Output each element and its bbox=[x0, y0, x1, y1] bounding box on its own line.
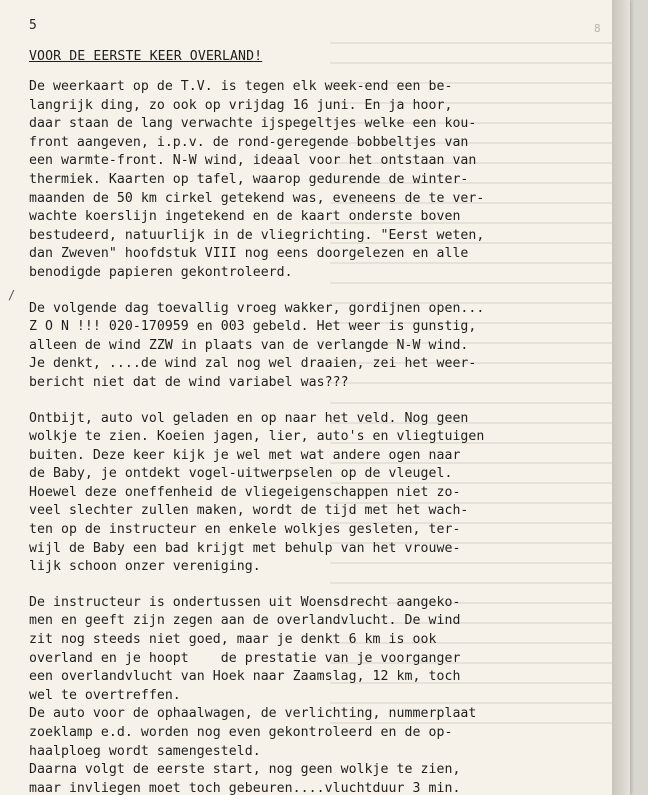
text-line: een overlandvlucht van Hoek naar Zaamslag, 12 km, toch bbox=[29, 669, 461, 685]
text-line: Ontbijt, auto vol geladen en op naar het veld. Nog geen bbox=[29, 410, 469, 426]
paragraph-breakfast bbox=[29, 410, 624, 577]
text-line: alleen de wind ZZW in plaats van de verlangde N-W wind. bbox=[29, 337, 469, 353]
text-line: haalploeg wordt samengesteld. bbox=[29, 743, 261, 759]
text-line: De instructeur is ondertussen uit Woensdrecht aangeko- bbox=[29, 594, 461, 610]
paragraph-gap bbox=[29, 577, 624, 594]
text-line: De weerkaart op de T.V. is tegen elk week-end een be- bbox=[29, 79, 453, 94]
text-line: buiten. Deze keer kijk je wel met wat andere ogen naar bbox=[29, 447, 461, 463]
text-line: zoeklamp e.d. worden nog even gekontroleerd en de op- bbox=[29, 725, 453, 740]
paragraph-instructor bbox=[29, 594, 624, 795]
text-line: Z O N !!! 020-170959 en 003 gebeld. Het weer is gunstig, bbox=[29, 319, 477, 335]
text-line: maanden de 50 km cirkel getekend was, eveneens de te ver- bbox=[29, 190, 485, 206]
page-number-bleed: 8 bbox=[594, 22, 601, 35]
text-line: zit nog steeds niet goed, maar je denkt 6 km is ook bbox=[29, 632, 437, 648]
text-line: veel slechter zullen maken, wordt de tijd met het wach- bbox=[29, 503, 469, 519]
text-line: daar staan de lang verwachte ijspegeltjes welke een kou- bbox=[29, 116, 477, 132]
text-line: bestudeerd, natuurlijk in de vliegrichting. "Eerst weten, bbox=[29, 227, 485, 243]
text-line: thermiek. Kaarten op tafel, waarop gedurende de winter- bbox=[29, 171, 469, 187]
text-line: benodigde papieren gekontroleerd. bbox=[29, 264, 293, 280]
margin-mark: / bbox=[8, 288, 16, 302]
text-line: wijl de Baby een bad krijgt met behulp van het vrouwe- bbox=[29, 540, 461, 556]
text-line: Je denkt, ....de wind zal nog wel draaien, zei het weer- bbox=[29, 356, 477, 372]
text-line: De volgende dag toevallig vroeg wakker, gordijnen open... bbox=[29, 300, 485, 316]
text-line: overland en je hoopt de prestatie van je voorganger bbox=[29, 650, 461, 666]
text-line: lijk schoon onzer vereniging. bbox=[29, 559, 261, 575]
paragraph-gap bbox=[29, 283, 624, 300]
text-line: Hoewel deze oneffenheid de vliegeigenschappen niet zo- bbox=[29, 484, 461, 500]
text-line: wolkje te zien. Koeien jagen, lier, auto's en vliegtuigen bbox=[29, 429, 485, 445]
text-line: wel te overtreffen. bbox=[29, 687, 181, 703]
article-title: VOOR DE EERSTE KEER OVERLAND! bbox=[29, 49, 263, 64]
text-line: langrijk ding, zo ook op vrijdag 16 juni. En ja hoor, bbox=[29, 97, 453, 113]
text-line: front aangeven, i.p.v. de rond-geregende bobbeltjes van bbox=[29, 134, 469, 150]
text-line: de Baby, je ontdekt vogel-uitwerpselen op de vleugel. bbox=[29, 466, 453, 482]
paragraph-weather-forecast bbox=[29, 78, 624, 283]
text-line: dan Zweven" hoofdstuk VIII nog eens doorgelezen en alle bbox=[29, 246, 469, 262]
paragraph-next-day bbox=[29, 300, 624, 393]
paragraph-gap bbox=[29, 393, 624, 410]
text-line: Daarna volgt de eerste start, nog geen wolkje te zien, bbox=[29, 762, 461, 778]
page-number: 5 bbox=[29, 18, 37, 33]
text-line: ten op de instructeur en enkele wolkjes gesleten, ter- bbox=[29, 522, 461, 538]
text-line: De auto voor de ophaalwagen, de verlichting, nummerplaat bbox=[29, 706, 477, 722]
text-line: wachte koerslijn ingetekend en de kaart onderste boven bbox=[29, 209, 461, 225]
text-line: men en geeft zijn zegen aan de overlandvlucht. De wind bbox=[29, 613, 461, 629]
article-body bbox=[29, 78, 624, 795]
text-line: maar invliegen moet toch gebeuren....vluchtduur 3 min. bbox=[29, 780, 461, 795]
text-line: bericht niet dat de wind variabel was??? bbox=[29, 374, 349, 390]
text-line: een warmte-front. N-W wind, ideaal voor het ontstaan van bbox=[29, 153, 477, 169]
